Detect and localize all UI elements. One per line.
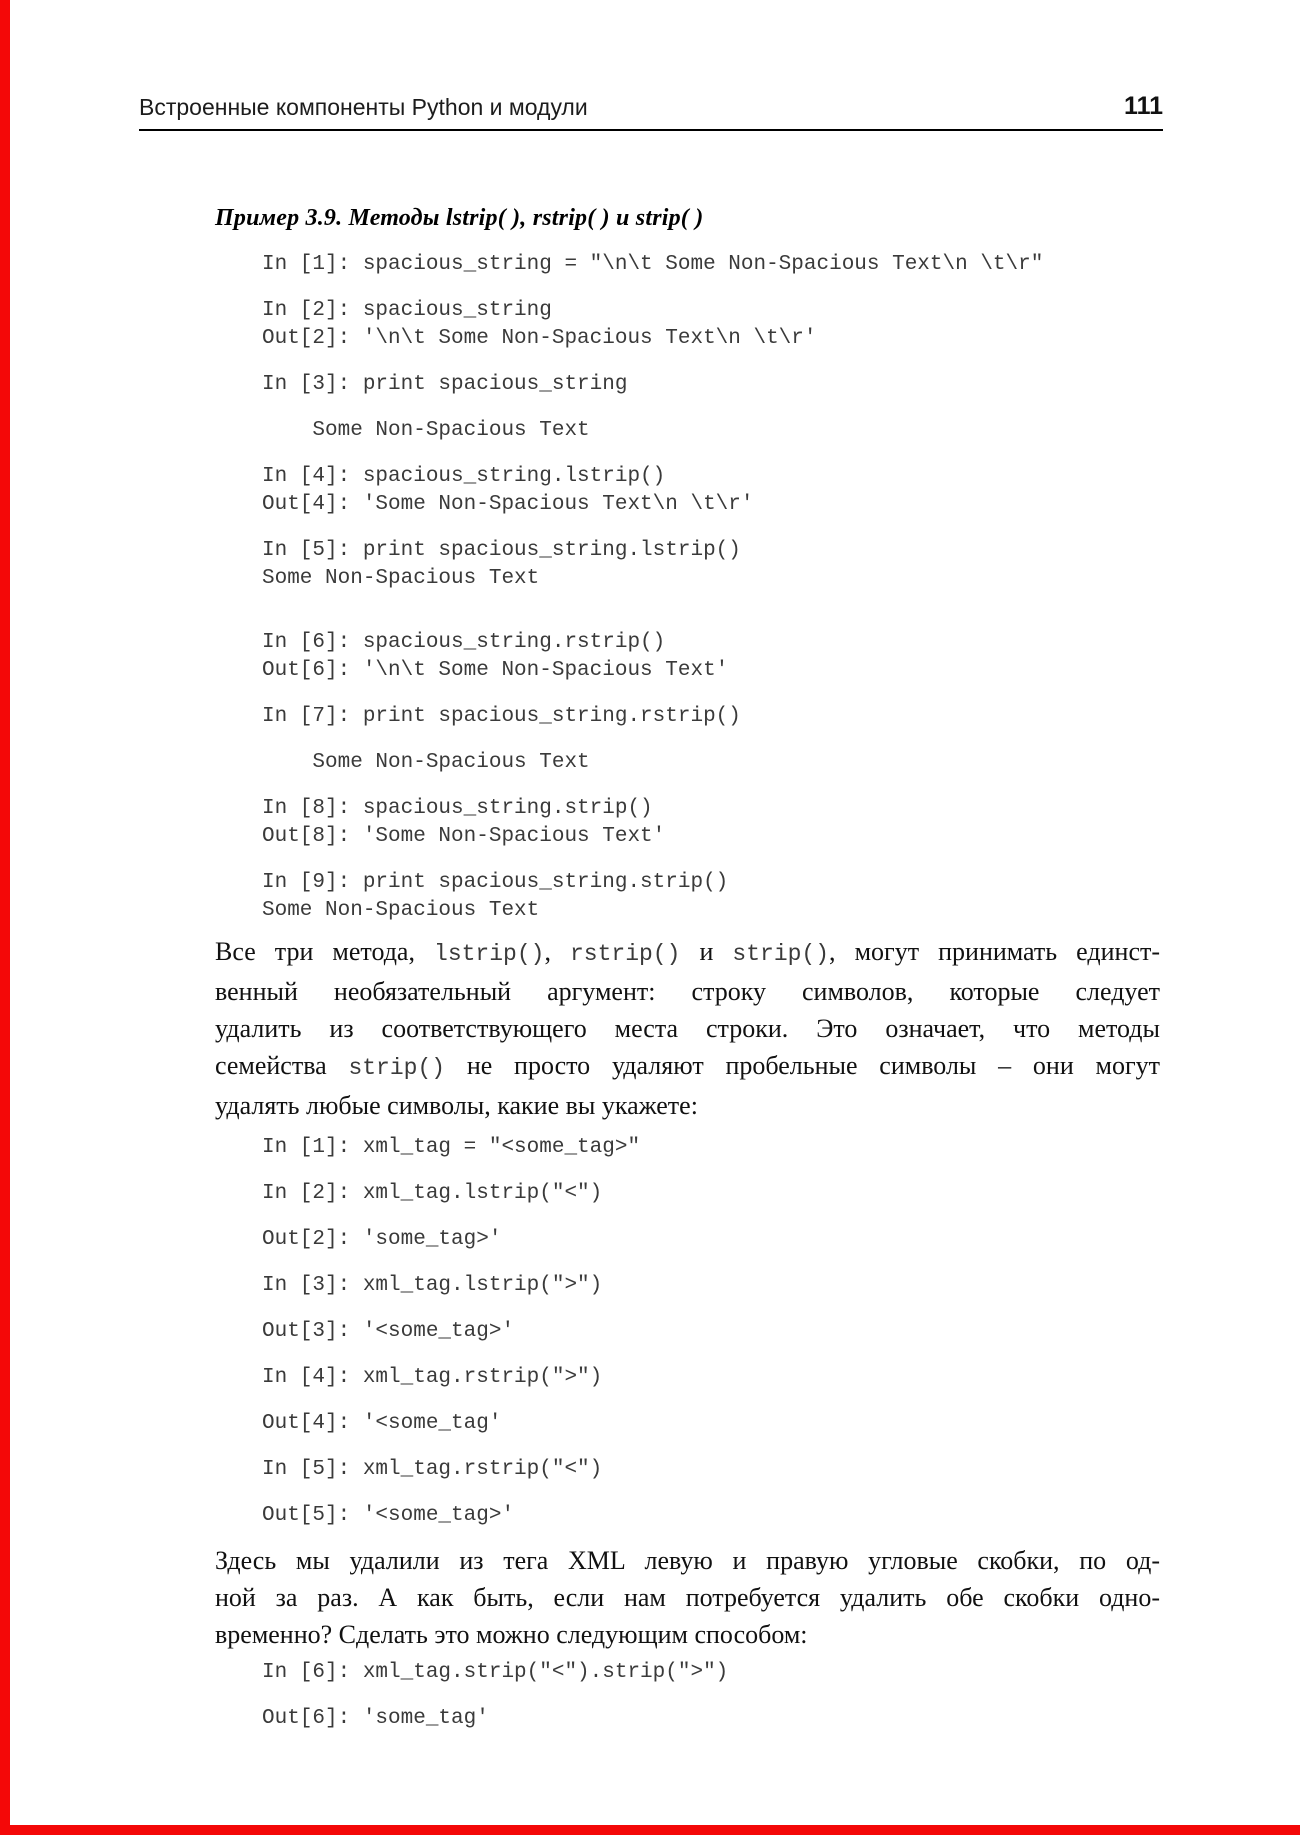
code-line: In [1]: spacious_string = "\n\t Some Non-Spacious Text\n \t\r" bbox=[262, 253, 1044, 276]
page-number: 111 bbox=[1124, 92, 1163, 120]
code-line bbox=[262, 519, 1160, 537]
code-line: In [2]: spacious_string bbox=[262, 299, 552, 322]
code-line: In [5]: print spacious_string.lstrip() bbox=[262, 539, 741, 562]
header-rule bbox=[139, 129, 1163, 131]
paragraph-1 bbox=[215, 933, 1160, 1124]
code-line: Out[4]: 'Some Non-Spacious Text\n \t\r' bbox=[262, 493, 754, 516]
code-line: Some Non-Spacious Text bbox=[262, 751, 590, 774]
text-run: Здесь мы удалили из тега XML левую и правую угловые скобки, по од- bbox=[215, 1546, 1160, 1575]
code-line bbox=[262, 777, 1160, 795]
text-run: , могут принимать единст- bbox=[829, 937, 1160, 966]
code-line bbox=[262, 1687, 1160, 1705]
code-line: Out[8]: 'Some Non-Spacious Text' bbox=[262, 825, 666, 848]
code-line: In [6]: spacious_string.rstrip() bbox=[262, 631, 666, 654]
text-run: семейства bbox=[215, 1051, 349, 1080]
text-run: венный необязательный аргумент: строку символов, которые следует bbox=[215, 977, 1160, 1006]
code-line bbox=[262, 279, 1160, 297]
text-run: не просто удаляют пробельные символы – они могут bbox=[445, 1051, 1160, 1080]
code-line: Some Non-Spacious Text bbox=[262, 567, 540, 590]
code-line bbox=[262, 1438, 1160, 1456]
code-line: Out[5]: '<some_tag>' bbox=[262, 1504, 515, 1527]
code-block-1 bbox=[262, 251, 1160, 925]
paragraph-line bbox=[215, 1047, 1160, 1087]
page-edge-bottom-bar bbox=[0, 1825, 1300, 1835]
text-run: удалить из соответствующего места строки. Это означает, что методы bbox=[215, 1014, 1160, 1043]
code-line: In [1]: xml_tag = "<some_tag>" bbox=[262, 1136, 641, 1159]
page-body bbox=[215, 203, 1160, 1733]
inline-code: strip() bbox=[732, 941, 830, 967]
text-run: и bbox=[680, 937, 733, 966]
code-line: Out[6]: '\n\t Some Non-Spacious Text' bbox=[262, 659, 729, 682]
code-line: In [8]: spacious_string.strip() bbox=[262, 797, 653, 820]
text-run: временно? Сделать это можно следующим способом: bbox=[215, 1620, 808, 1649]
paragraph-2 bbox=[215, 1542, 1160, 1653]
code-line: Some Non-Spacious Text bbox=[262, 899, 540, 922]
code-line: In [7]: print spacious_string.rstrip() bbox=[262, 705, 741, 728]
paragraph-line bbox=[215, 973, 1160, 1010]
code-line: Out[2]: '\n\t Some Non-Spacious Text\n \t\r' bbox=[262, 327, 817, 350]
code-line bbox=[262, 353, 1160, 371]
paragraph-line bbox=[215, 1542, 1160, 1579]
code-line: In [4]: xml_tag.rstrip(">") bbox=[262, 1366, 603, 1389]
code-line: Out[6]: 'some_tag' bbox=[262, 1707, 489, 1730]
code-line: In [2]: xml_tag.lstrip("<") bbox=[262, 1182, 603, 1205]
code-line bbox=[262, 1392, 1160, 1410]
code-line bbox=[262, 611, 1160, 629]
text-run: Все три метода, bbox=[215, 937, 435, 966]
text-run: ной за раз. А как быть, если нам потребуется удалить обе скобки одно- bbox=[215, 1583, 1160, 1612]
code-line: Out[3]: '<some_tag>' bbox=[262, 1320, 515, 1343]
code-line: In [5]: xml_tag.rstrip("<") bbox=[262, 1458, 603, 1481]
paragraph-line bbox=[215, 933, 1160, 973]
code-block-3 bbox=[262, 1659, 1160, 1733]
code-line: Some Non-Spacious Text bbox=[262, 419, 590, 442]
code-line bbox=[262, 1254, 1160, 1272]
text-run: , bbox=[544, 937, 570, 966]
code-block-2 bbox=[262, 1134, 1160, 1530]
code-line: In [4]: spacious_string.lstrip() bbox=[262, 465, 666, 488]
code-line bbox=[262, 851, 1160, 869]
code-line: In [9]: print spacious_string.strip() bbox=[262, 871, 729, 894]
code-line: In [3]: xml_tag.lstrip(">") bbox=[262, 1274, 603, 1297]
inline-code: rstrip() bbox=[569, 941, 681, 967]
paragraph-line bbox=[215, 1010, 1160, 1047]
inline-code: lstrip() bbox=[434, 941, 545, 967]
paragraph-line bbox=[215, 1616, 1160, 1653]
running-head bbox=[139, 92, 1163, 121]
example-heading: Пример 3.9. Методы lstrip( ), rstrip( ) и strip( ) bbox=[215, 205, 704, 231]
code-line bbox=[262, 445, 1160, 463]
code-line bbox=[262, 399, 1160, 417]
inline-code: strip() bbox=[348, 1055, 446, 1081]
code-line bbox=[262, 685, 1160, 703]
code-line bbox=[262, 1300, 1160, 1318]
code-line bbox=[262, 1208, 1160, 1226]
code-line: In [6]: xml_tag.strip("<").strip(">") bbox=[262, 1661, 729, 1684]
chapter-title: Встроенные компоненты Python и модули bbox=[139, 94, 588, 120]
code-line: In [3]: print spacious_string bbox=[262, 373, 628, 396]
code-line: Out[4]: '<some_tag' bbox=[262, 1412, 502, 1435]
code-line bbox=[262, 731, 1160, 749]
paragraph-line bbox=[215, 1087, 1160, 1124]
paragraph-line bbox=[215, 1579, 1160, 1616]
code-line bbox=[262, 1484, 1160, 1502]
code-line bbox=[262, 593, 1160, 611]
code-line bbox=[262, 1162, 1160, 1180]
text-run: удалять любые символы, какие вы укажете: bbox=[215, 1091, 698, 1120]
code-line: Out[2]: 'some_tag>' bbox=[262, 1228, 502, 1251]
page-edge-left-bar bbox=[0, 0, 10, 1835]
code-line bbox=[262, 1346, 1160, 1364]
